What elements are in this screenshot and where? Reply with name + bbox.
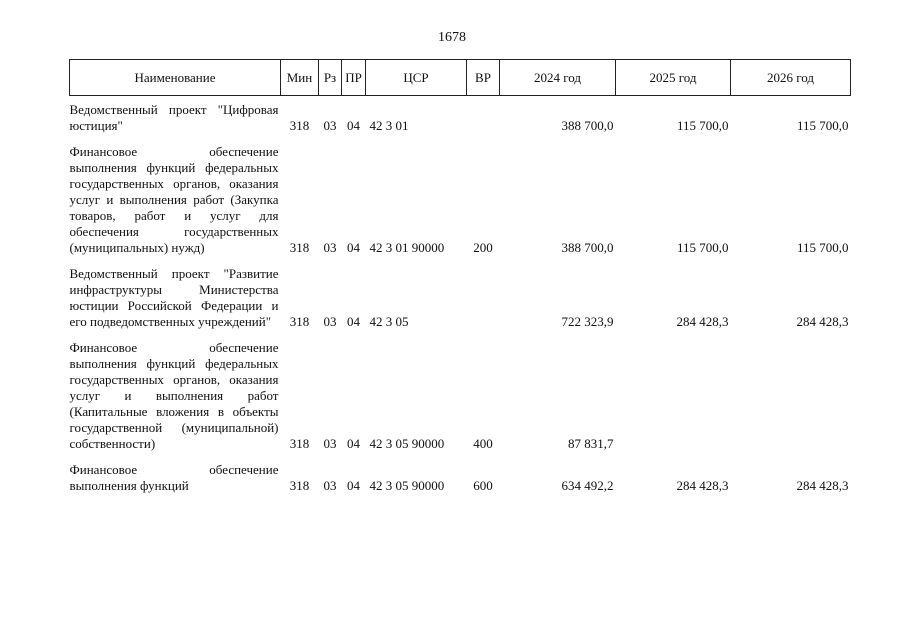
page-number: 1678 [438, 30, 466, 45]
row-csr: 42 3 05 90000 [369, 478, 445, 493]
row-pr: 04 [347, 240, 360, 255]
budget-table [69, 59, 851, 496]
row-rz: 03 [323, 240, 337, 255]
row-2026: 284 428,3 [796, 478, 849, 493]
table-row [70, 454, 851, 496]
row-min: 318 [289, 436, 310, 451]
header-2025: 2025 год [616, 60, 731, 96]
row-2024: 722 323,9 [561, 314, 614, 329]
row-2025: 115 700,0 [676, 118, 729, 133]
header-vr: ВР [467, 60, 500, 96]
row-min: 318 [289, 240, 310, 255]
row-pr: 04 [347, 314, 360, 329]
row-min: 318 [289, 314, 310, 329]
row-2025: 284 428,3 [676, 314, 729, 329]
row-2026 [731, 332, 851, 454]
row-name: Финансовое обеспечение выполнения функций федеральных государственных органов, оказания услуг и выполнения работ (Капитальные вложения в объекты государственной (муниципальной) собственности) [69, 340, 279, 451]
row-rz: 03 [323, 314, 337, 329]
row-csr: 42 3 01 90000 [369, 240, 445, 255]
row-vr: 400 [473, 436, 493, 451]
row-2026: 284 428,3 [796, 314, 849, 329]
row-vr: 600 [473, 478, 493, 493]
row-2025: 284 428,3 [676, 478, 729, 493]
row-2025: 115 700,0 [676, 240, 729, 255]
table-row [70, 136, 851, 258]
header-pr: ПР [342, 60, 366, 96]
row-2026: 115 700,0 [796, 240, 849, 255]
row-vr [467, 258, 500, 332]
row-2026: 115 700,0 [796, 118, 849, 133]
header-csr: ЦСР [366, 60, 467, 96]
row-2024: 87 831,7 [568, 436, 614, 451]
row-2025 [616, 332, 731, 454]
row-vr: 200 [473, 240, 493, 255]
row-csr: 42 3 05 90000 [369, 436, 445, 451]
row-csr: 42 3 01 [369, 118, 409, 133]
header-2024: 2024 год [500, 60, 616, 96]
row-2024: 634 492,2 [561, 478, 614, 493]
row-2024: 388 700,0 [561, 240, 614, 255]
table-row [70, 96, 851, 137]
row-min: 318 [289, 478, 310, 493]
row-vr [467, 96, 500, 137]
header-name: Наименование [70, 60, 281, 96]
row-name: Ведомственный проект "Цифровая юстиция" [69, 102, 279, 133]
row-rz: 03 [323, 436, 337, 451]
header-min: Мин [281, 60, 319, 96]
row-min: 318 [289, 118, 310, 133]
row-rz: 03 [323, 118, 337, 133]
row-rz: 03 [323, 478, 337, 493]
row-pr: 04 [347, 118, 360, 133]
row-pr: 04 [347, 478, 360, 493]
row-csr: 42 3 05 [369, 314, 409, 329]
row-name: Финансовое обеспечение выполнения функций [69, 462, 279, 493]
row-2024: 388 700,0 [561, 118, 614, 133]
table-row [70, 258, 851, 332]
row-pr: 04 [347, 436, 360, 451]
header-2026: 2026 год [731, 60, 851, 96]
header-rz: Рз [319, 60, 342, 96]
row-name: Ведомственный проект "Развитие инфраструктуры Министерства юстиции Российской Федерации и его подведомственных учреждений" [69, 266, 279, 329]
table-header-row [70, 60, 851, 96]
table-row [70, 332, 851, 454]
row-name: Финансовое обеспечение выполнения функций федеральных государственных органов, оказания услуг и выполнения работ (Закупка товаров, работ и услуг для обеспечения государственных (муниципальных) нужд) [69, 144, 279, 255]
